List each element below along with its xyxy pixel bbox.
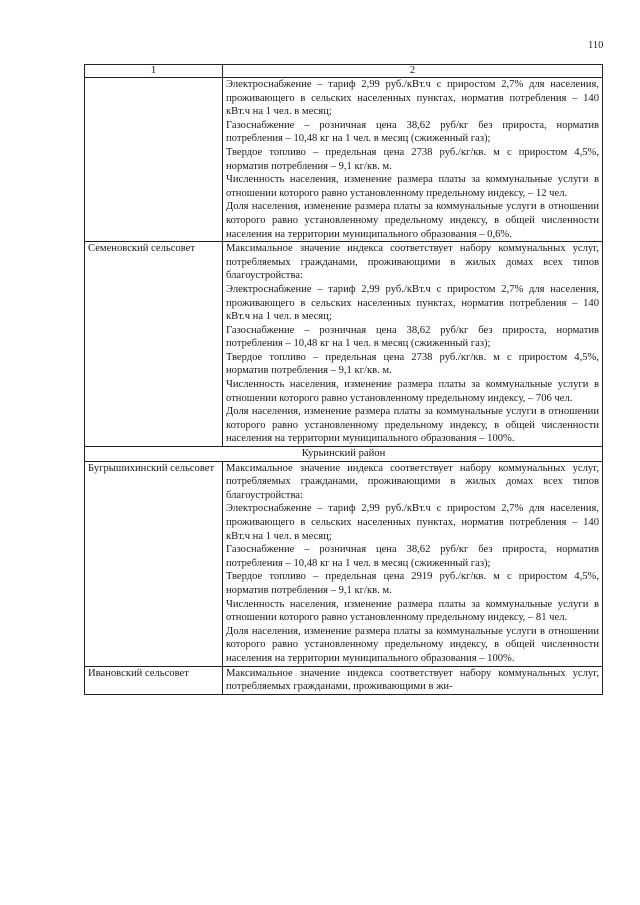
region-title: Курьинский район — [85, 447, 603, 462]
column-header-1: 1 — [85, 65, 223, 78]
description-paragraph: Максимальное значение индекса соответствует набору коммунальных услуг, потребляемых гражданами, проживающими в жилых домах всех типов благоустройства: — [226, 243, 599, 282]
description-paragraph: Доля населения, изменение размера платы за коммунальные услуги в отношении которого равно установленному предельному индексу, в общей численности населения на территории муниципального образования – 0,6%. — [226, 201, 599, 240]
description-paragraph: Доля населения, изменение размера платы за коммунальные услуги в отношении которого равно установленному предельному индексу, в общей численности населения на территории муниципального образования – 100%. — [226, 625, 599, 664]
description-cell — [223, 461, 603, 666]
table-row — [85, 242, 603, 447]
description-paragraph: Газоснабжение – розничная цена 38,62 руб/кг без прироста, норматив потребления – 10,48 кг на 1 чел. в месяц (сжиженный газ); — [226, 324, 599, 350]
description-paragraph: Твердое топливо – предельная цена 2738 руб./кг/кв. м с приростом 4,5%, норматив потребления – 9,1 кг/кв. м. — [226, 351, 599, 377]
municipality-name — [85, 78, 223, 242]
description-paragraph: Газоснабжение – розничная цена 38,62 руб/кг без прироста, норматив потребления – 10,48 кг на 1 чел. в месяц (сжиженный газ); — [226, 544, 599, 569]
municipality-name: Семеновский сельсовет — [85, 242, 223, 447]
description-paragraph: Максимальное значение индекса соответствует набору коммунальных услуг, потребляемых гражданами, проживающими в жи- — [226, 667, 599, 693]
municipality-name: Ивановский сельсовет — [85, 666, 223, 694]
description-paragraph: Доля населения, изменение размера платы за коммунальные услуги в отношении которого равно установленному предельному индексу, в общей численности населения на территории муниципального образования – 100%. — [226, 406, 599, 445]
description-paragraph: Твердое топливо – предельная цена 2919 руб./кг/кв. м с приростом 4,5%, норматив потребления – 9,1 кг/кв. м. — [226, 571, 599, 596]
table-header-row — [85, 65, 603, 78]
description-paragraph: Твердое топливо – предельная цена 2738 руб./кг/кв. м с приростом 4,5%, норматив потребления – 9,1 кг/кв. м. — [226, 146, 599, 172]
description-paragraph: Численность населения, изменение размера платы за коммунальные услуги в отношении которого равно установленному предельному индексу, – 12 чел. — [226, 174, 599, 199]
description-paragraph: Численность населения, изменение размера платы за коммунальные услуги в отношении которого равно установленному предельному индексу, – 81 чел. — [226, 598, 599, 624]
tariff-table — [84, 64, 603, 695]
description-paragraph: Электроснабжение – тариф 2,99 руб./кВт.ч с приростом 2,7% для населения, проживающего в сельских населенных пунктах, норматив потребления – 140 кВт.ч на 1 чел. в месяц; — [226, 503, 599, 542]
description-paragraph: Максимальное значение индекса соответствует набору коммунальных услуг, потребляемых гражданами, проживающими в жилых домах всех типов благоустройства: — [226, 462, 599, 501]
description-paragraph: Электроснабжение – тариф 2,99 руб./кВт.ч с приростом 2,7% для населения, проживающего в сельских населенных пунктах, норматив потребления – 140 кВт.ч на 1 чел. в месяц; — [226, 283, 599, 323]
region-row — [85, 447, 603, 462]
description-paragraph: Электроснабжение – тариф 2,99 руб./кВт.ч с приростом 2,7% для населения, проживающего в сельских населенных пунктах, норматив потребления – 140 кВт.ч на 1 чел. в месяц; — [226, 79, 599, 118]
municipality-name: Бугрышихинский сельсовет — [85, 461, 223, 666]
description-cell — [223, 242, 603, 447]
description-cell — [223, 666, 603, 694]
description-paragraph: Газоснабжение – розничная цена 38,62 руб/кг без прироста, норматив потребления – 10,48 кг на 1 чел. в месяц (сжиженный газ); — [226, 119, 599, 145]
table-row — [85, 666, 603, 694]
description-cell — [223, 78, 603, 242]
description-paragraph: Численность населения, изменение размера платы за коммунальные услуги в отношении которого равно установленному предельному индексу, – 706 чел. — [226, 379, 599, 404]
table-row — [85, 461, 603, 666]
page-number: 110 — [588, 40, 604, 51]
table-row — [85, 78, 603, 242]
column-header-2: 2 — [223, 65, 603, 78]
